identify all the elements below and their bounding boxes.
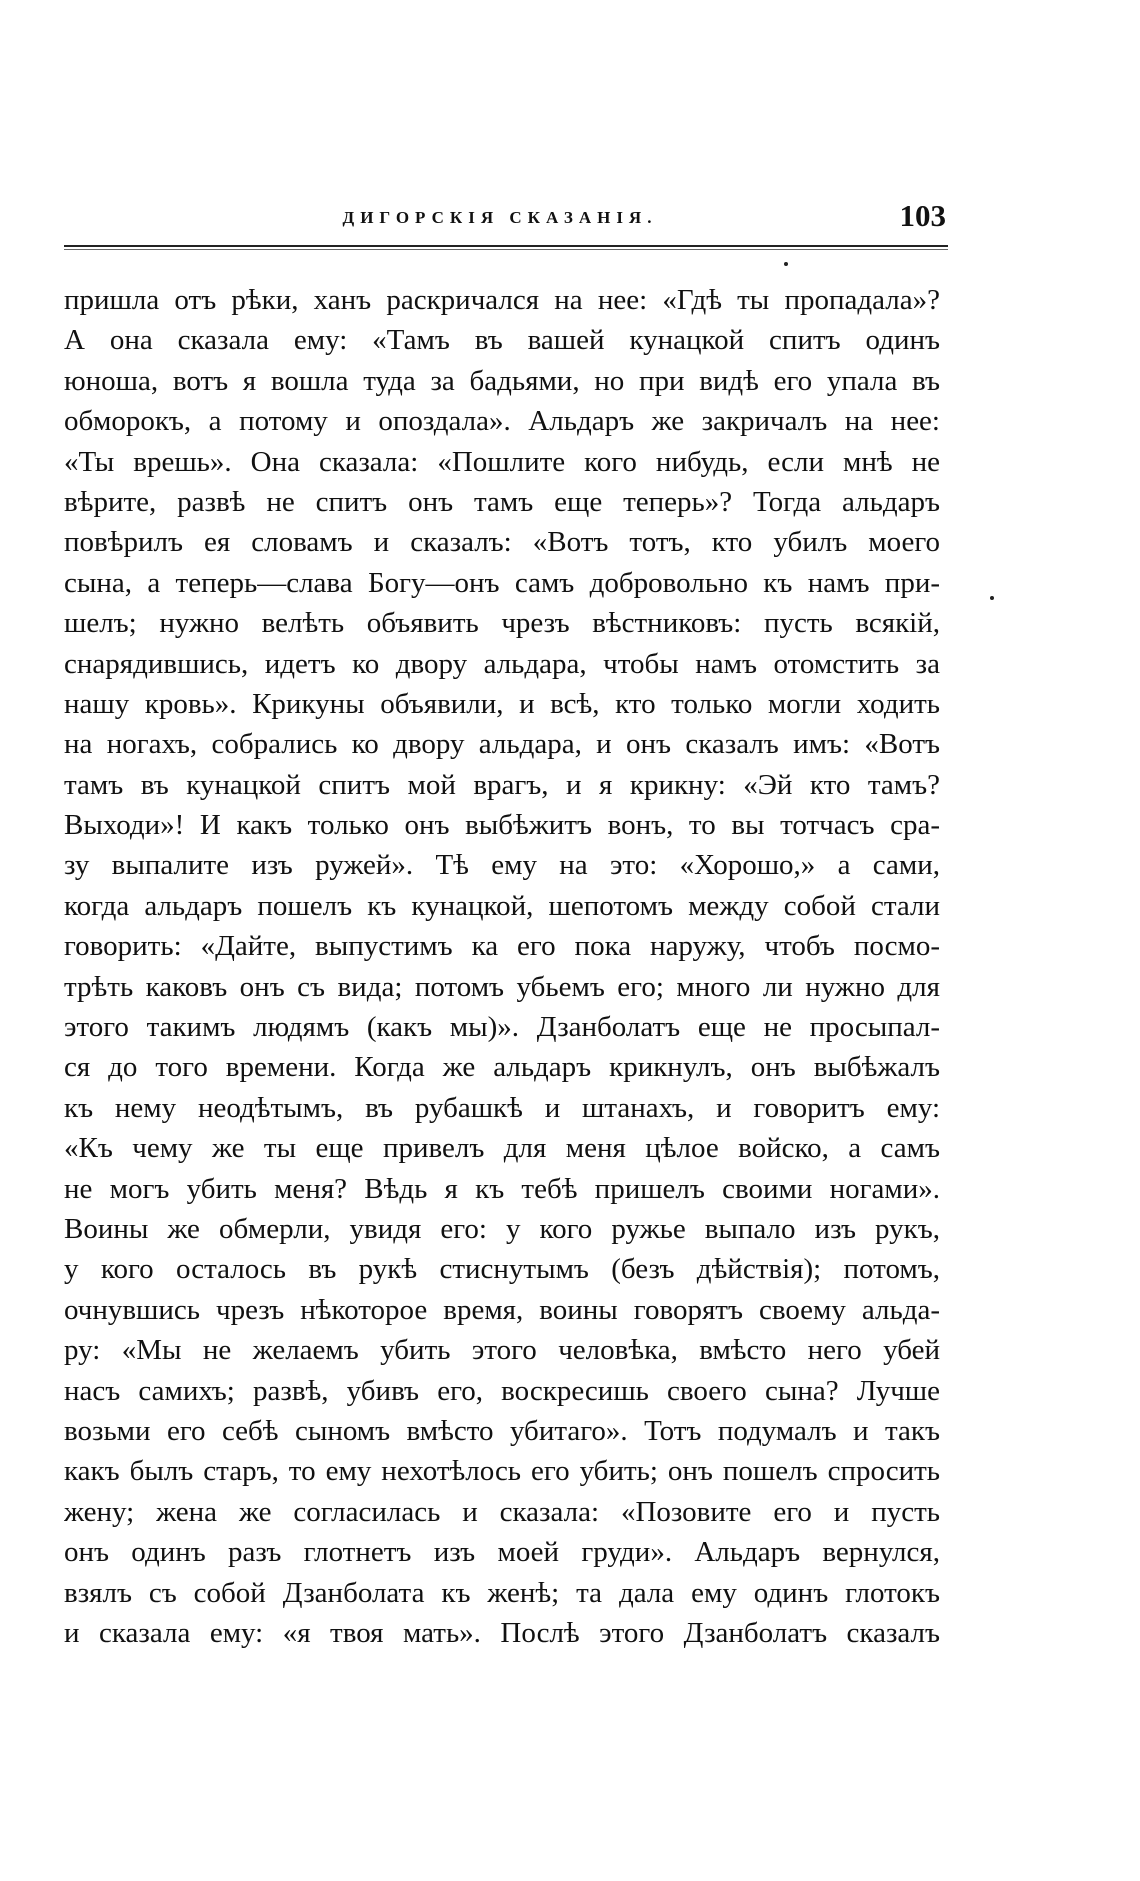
text-line: какъ былъ старъ, то ему нехотѣлось его убить; онъ пошелъ спросить <box>64 1455 940 1488</box>
stray-ink-mark <box>784 262 788 266</box>
header-rule-thin <box>64 249 948 250</box>
running-title: ДИГОРСКІЯ СКАЗАНІЯ. <box>342 208 658 227</box>
text-line: ру: «Мы не желаемъ убить этого человѣка, вмѣсто него убей <box>64 1334 940 1367</box>
text-line: повѣрилъ ея словамъ и сказалъ: «Вотъ тотъ, кто убилъ моего <box>64 526 940 559</box>
text-line: и сказала ему: «я твоя мать». Послѣ этого Дзанболатъ сказалъ <box>64 1616 940 1649</box>
text-line: жену; жена же согласилась и сказала: «Позовите его и пусть <box>64 1495 940 1528</box>
text-line: очнувшись чрезъ нѣкоторое время, воины говорятъ своему альда- <box>64 1293 940 1326</box>
text-line: этого такимъ людямъ (какъ мы)». Дзанболатъ еще не просыпал- <box>64 1011 940 1044</box>
body-text <box>64 280 940 1653</box>
text-line: на ногахъ, собрались ко двору альдара, и онъ сказалъ имъ: «Вотъ <box>64 728 940 761</box>
text-line: у кого осталось въ рукѣ стиснутымъ (безъ дѣйствія); потомъ, <box>64 1253 940 1286</box>
text-line: возьми его себѣ сыномъ вмѣсто убитаго». Тотъ подумалъ и такъ <box>64 1414 940 1447</box>
text-line: зу выпалите изъ ружей». Тѣ ему на это: «Хорошо,» а сами, <box>64 849 940 882</box>
text-line: къ нему неодѣтымъ, въ рубашкѣ и штанахъ, и говоритъ ему: <box>64 1091 940 1124</box>
text-line: Выходи»! И какъ только онъ выбѣжитъ вонъ, то вы тотчасъ сра- <box>64 809 940 842</box>
text-line: А она сказала ему: «Тамъ въ вашей кунацкой спитъ одинъ <box>64 324 940 357</box>
text-line: когда альдаръ пошелъ къ кунацкой, шепотомъ между собой стали <box>64 889 940 922</box>
text-line: говорить: «Дайте, выпустимъ ка его пока наружу, чтобъ посмо- <box>64 930 940 963</box>
text-line: сына, а теперь—слава Богу—онъ самъ добровольно къ намъ при- <box>64 566 940 599</box>
text-line: Воины же обмерли, увидя его: у кого ружье выпало изъ рукъ, <box>64 1212 940 1245</box>
text-line: нашу кровь». Крикуны объявили, и всѣ, кто только могли ходить <box>64 687 940 720</box>
text-line: ся до того времени. Когда же альдаръ крикнулъ, онъ выбѣжалъ <box>64 1051 940 1084</box>
text-line: насъ самихъ; развѣ, убивъ его, воскресишь своего сына? Лучше <box>64 1374 940 1407</box>
stray-ink-mark <box>990 596 994 600</box>
text-line: пришла отъ рѣки, ханъ раскричался на нее: «Гдѣ ты пропадала»? <box>64 284 940 316</box>
text-line: онъ одинъ разъ глотнетъ изъ моей груди». Альдаръ вернулся, <box>64 1536 940 1569</box>
page-number: 103 <box>899 198 946 233</box>
text-line: «Ты врешь». Она сказала: «Пошлите кого нибудь, если мнѣ не <box>64 445 940 478</box>
text-line: шелъ; нужно велѣть объявить чрезъ вѣстниковъ: пусть всякій, <box>64 607 940 640</box>
text-line: обморокъ, а потому и опоздала». Альдаръ же закричалъ на нее: <box>64 405 940 438</box>
text-line: не могъ убить меня? Вѣдь я къ тебѣ пришелъ своими ногами». <box>64 1172 940 1205</box>
text-line: снарядившись, идетъ ко двору альдара, чтобы намъ отомстить за <box>64 647 940 680</box>
text-line: взялъ съ собой Дзанболата къ женѣ; та дала ему одинъ глотокъ <box>64 1576 940 1609</box>
text-line: «Къ чему же ты еще привелъ для меня цѣлое войско, а самъ <box>64 1132 940 1165</box>
text-line: юноша, вотъ я вошла туда за бадьями, но при видѣ его упала въ <box>64 364 940 397</box>
header-rule <box>64 245 948 247</box>
text-line: трѣть каковъ онъ съ вида; потомъ убьемъ его; много ли нужно для <box>64 970 940 1003</box>
text-line: вѣрите, развѣ не спитъ онъ тамъ еще теперь»? Тогда альдаръ <box>64 485 940 518</box>
text-line: тамъ въ кунацкой спитъ мой врагъ, и я крикну: «Эй кто тамъ? <box>64 768 940 801</box>
